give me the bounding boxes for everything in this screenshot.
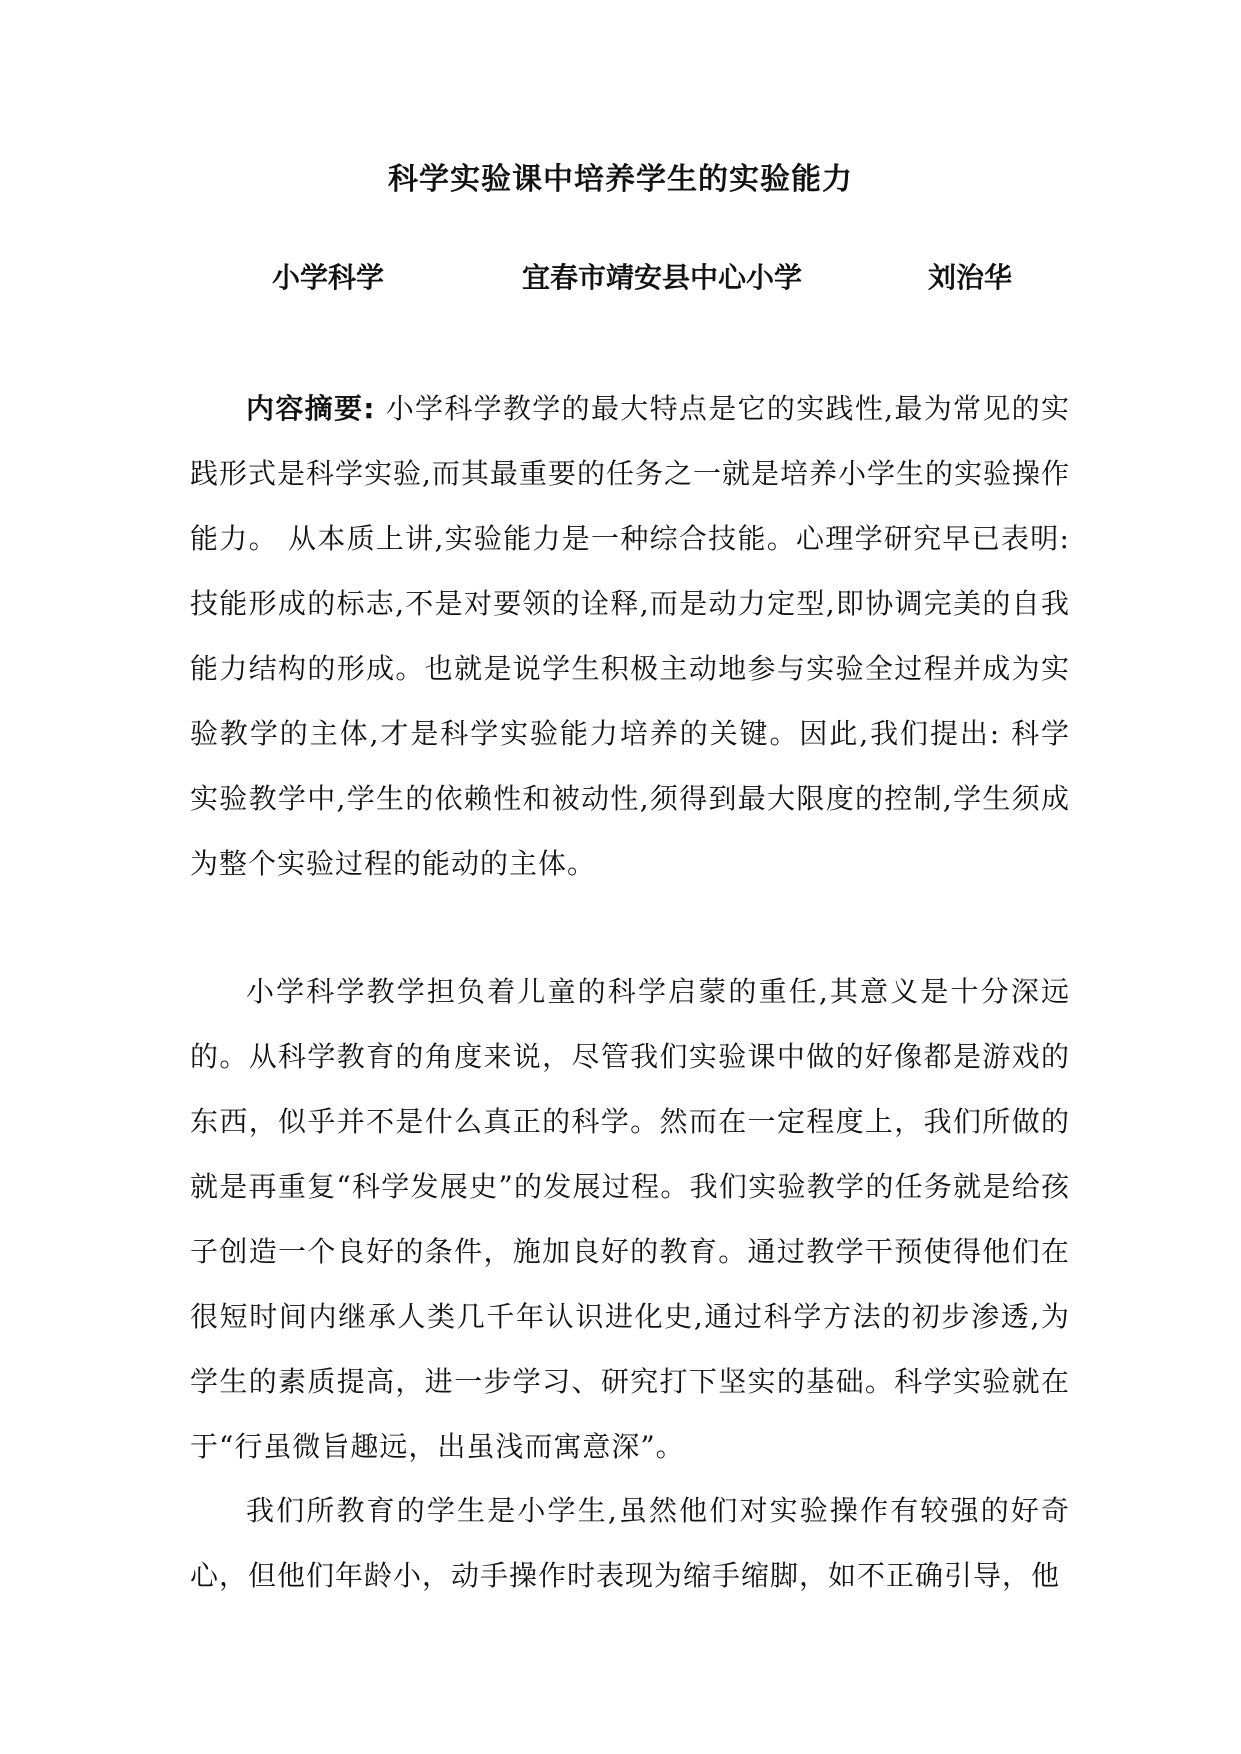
body-paragraph: 小学科学教学担负着儿童的科学启蒙的重任,其意义是十分深远的。从科学教育的角度来说，尽管我们实验课中做的好像都是游戏的东西，似乎并不是什么真正的科学。然而在一定程度上，我们所做的就是再重复“科学发展史”的发展过程。我们实验教学的任务就是给孩子创造一个良好的条件，施加良好的教育。通过教学干预使得他们在很短时间内继承人类几千年认识进化史,通过科学方法的初步渗透,为学生的素质提高，进一步学习、研究打下坚实的基础。科学实验就在于“行虽微旨趣远，出虽浅而寓意深”。 (190, 975, 1070, 1463)
abstract-paragraph (190, 376, 1070, 896)
byline-subject: 小学科学 (272, 261, 385, 294)
byline-school: 宜春市靖安县中心小学 (522, 261, 803, 294)
document-title: 科学实验课中培养学生的实验能力 (388, 162, 853, 197)
abstract-label: 内容摘要: (246, 392, 376, 425)
abstract-text: 小学科学教学的最大特点是它的实践性,最为常见的实践形式是科学实验,而其最重要的任务之一就是培养小学生的实验操作能力。 从本质上讲,实验能力是一种综合技能。心理学研究早已表明: 技能形成的标志,不是对要领的诠释,而是动力定型,即协调完美的自我能力结构的形成。也就是说学生积极主动地参与实验全过程并成为实验教学的主体,才是科学实验能力培养的关键。因此,我们提出: 科学实验教学中,学生的依赖性和被动性,须得到最大限度的控制,学生须成为整个实验过程的能动的主体。 (190, 392, 1070, 880)
byline-author: 刘治华 (928, 261, 1013, 294)
body-paragraph: 我们所教育的学生是小学生,虽然他们对实验操作有较强的好奇心，但他们年龄小，动手操作时表现为缩手缩脚，如不正确引导，他 (190, 1494, 1070, 1592)
